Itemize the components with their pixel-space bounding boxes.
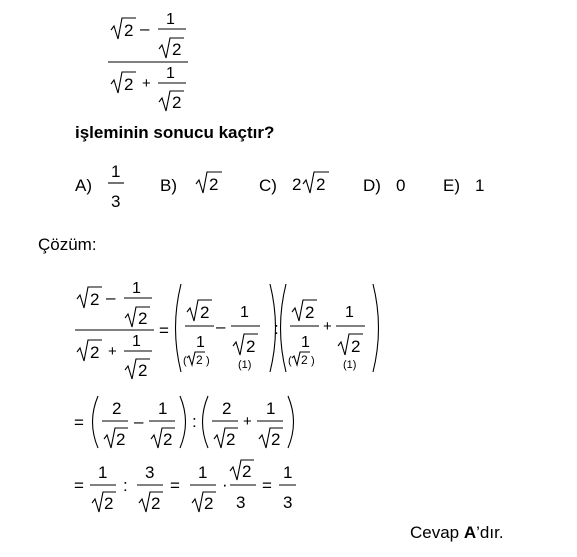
svg-text:2: 2 bbox=[151, 494, 161, 513]
svg-text:2: 2 bbox=[226, 430, 236, 449]
svg-text:+: + bbox=[243, 413, 252, 430]
svg-text:2: 2 bbox=[222, 399, 232, 418]
svg-text:+: + bbox=[108, 343, 117, 360]
svg-text:1: 1 bbox=[196, 334, 205, 351]
solution-step-3 bbox=[70, 458, 310, 516]
svg-text:=: = bbox=[159, 321, 169, 340]
svg-text:2: 2 bbox=[204, 494, 214, 513]
svg-text:2: 2 bbox=[172, 93, 182, 112]
choice-d-value: 0 bbox=[396, 176, 406, 195]
svg-text:=: = bbox=[262, 476, 272, 495]
svg-text:2: 2 bbox=[104, 494, 114, 513]
svg-text:·: · bbox=[222, 475, 228, 494]
svg-text:=: = bbox=[74, 413, 84, 432]
svg-text:–: – bbox=[216, 317, 226, 336]
answer-prefix: Cevap bbox=[410, 523, 464, 542]
svg-text:2: 2 bbox=[305, 303, 315, 322]
svg-text::: : bbox=[123, 476, 128, 495]
choice-a-value bbox=[106, 160, 126, 212]
svg-text:1: 1 bbox=[198, 463, 208, 482]
svg-text:–: – bbox=[134, 412, 144, 431]
question-expression bbox=[100, 4, 210, 112]
choice-e-letter: E) bbox=[443, 176, 460, 195]
svg-text:3: 3 bbox=[145, 463, 155, 482]
svg-text:+: + bbox=[323, 318, 332, 335]
svg-text:–: – bbox=[106, 288, 116, 307]
svg-text:2: 2 bbox=[246, 337, 256, 356]
svg-text:1: 1 bbox=[240, 304, 249, 321]
svg-text:3: 3 bbox=[283, 493, 293, 512]
svg-text:1: 1 bbox=[132, 333, 141, 350]
svg-text:1: 1 bbox=[166, 11, 175, 28]
svg-text:1: 1 bbox=[345, 304, 354, 321]
svg-text:1: 1 bbox=[132, 280, 141, 297]
svg-text:+: + bbox=[142, 75, 151, 92]
svg-text:(1): (1) bbox=[343, 359, 357, 371]
svg-text:3: 3 bbox=[111, 192, 121, 211]
answer-line bbox=[410, 524, 504, 541]
question-prompt: işleminin sonucu kaçtır? bbox=[75, 123, 275, 142]
svg-text:3: 3 bbox=[236, 493, 246, 512]
svg-text:1: 1 bbox=[301, 334, 310, 351]
svg-text:2: 2 bbox=[116, 430, 126, 449]
svg-text:–: – bbox=[140, 19, 150, 38]
choice-b-letter: B) bbox=[160, 176, 177, 195]
choice-d-letter: D) bbox=[363, 176, 381, 195]
svg-text:1: 1 bbox=[283, 463, 293, 482]
svg-text:1: 1 bbox=[98, 463, 108, 482]
svg-text:2: 2 bbox=[138, 309, 148, 328]
svg-text:2: 2 bbox=[124, 75, 134, 94]
svg-text:2: 2 bbox=[316, 175, 326, 194]
svg-text:=: = bbox=[170, 476, 180, 495]
svg-text:1: 1 bbox=[158, 399, 168, 418]
svg-text:2: 2 bbox=[90, 343, 100, 362]
svg-text:(: ( bbox=[183, 355, 187, 367]
choice-a-letter: A) bbox=[75, 176, 92, 195]
solution-heading: Çözüm: bbox=[38, 235, 97, 254]
svg-text::: : bbox=[192, 412, 197, 431]
svg-text:2: 2 bbox=[301, 353, 308, 367]
svg-text:2: 2 bbox=[196, 353, 203, 367]
choice-b-value bbox=[194, 168, 228, 198]
svg-text:2: 2 bbox=[163, 430, 173, 449]
svg-text:): ) bbox=[311, 355, 315, 367]
svg-text:1: 1 bbox=[266, 399, 276, 418]
answer-letter: A bbox=[463, 523, 477, 542]
svg-text:2: 2 bbox=[200, 303, 210, 322]
svg-text:2: 2 bbox=[90, 290, 100, 309]
choice-e-value: 1 bbox=[475, 176, 485, 195]
svg-text:2: 2 bbox=[138, 361, 148, 380]
svg-text:2: 2 bbox=[209, 175, 219, 194]
svg-text:=: = bbox=[74, 476, 84, 495]
svg-text:1: 1 bbox=[166, 65, 175, 82]
svg-text::: : bbox=[274, 319, 279, 338]
solution-step-1 bbox=[70, 276, 390, 380]
svg-text:2: 2 bbox=[242, 462, 252, 481]
svg-text:2: 2 bbox=[172, 40, 182, 59]
svg-text:): ) bbox=[206, 355, 210, 367]
solution-step-2 bbox=[70, 392, 310, 454]
choice-c-letter: C) bbox=[259, 176, 277, 195]
svg-text:1: 1 bbox=[111, 162, 121, 181]
svg-text:2: 2 bbox=[124, 21, 134, 40]
answer-suffix: ’dır. bbox=[476, 523, 504, 542]
svg-text:(: ( bbox=[288, 355, 292, 367]
svg-text:2: 2 bbox=[292, 175, 302, 194]
svg-text:2: 2 bbox=[351, 337, 361, 356]
svg-text:(1): (1) bbox=[238, 359, 252, 371]
choice-c-value bbox=[291, 168, 333, 198]
svg-text:2: 2 bbox=[112, 399, 122, 418]
svg-text:2: 2 bbox=[271, 430, 281, 449]
